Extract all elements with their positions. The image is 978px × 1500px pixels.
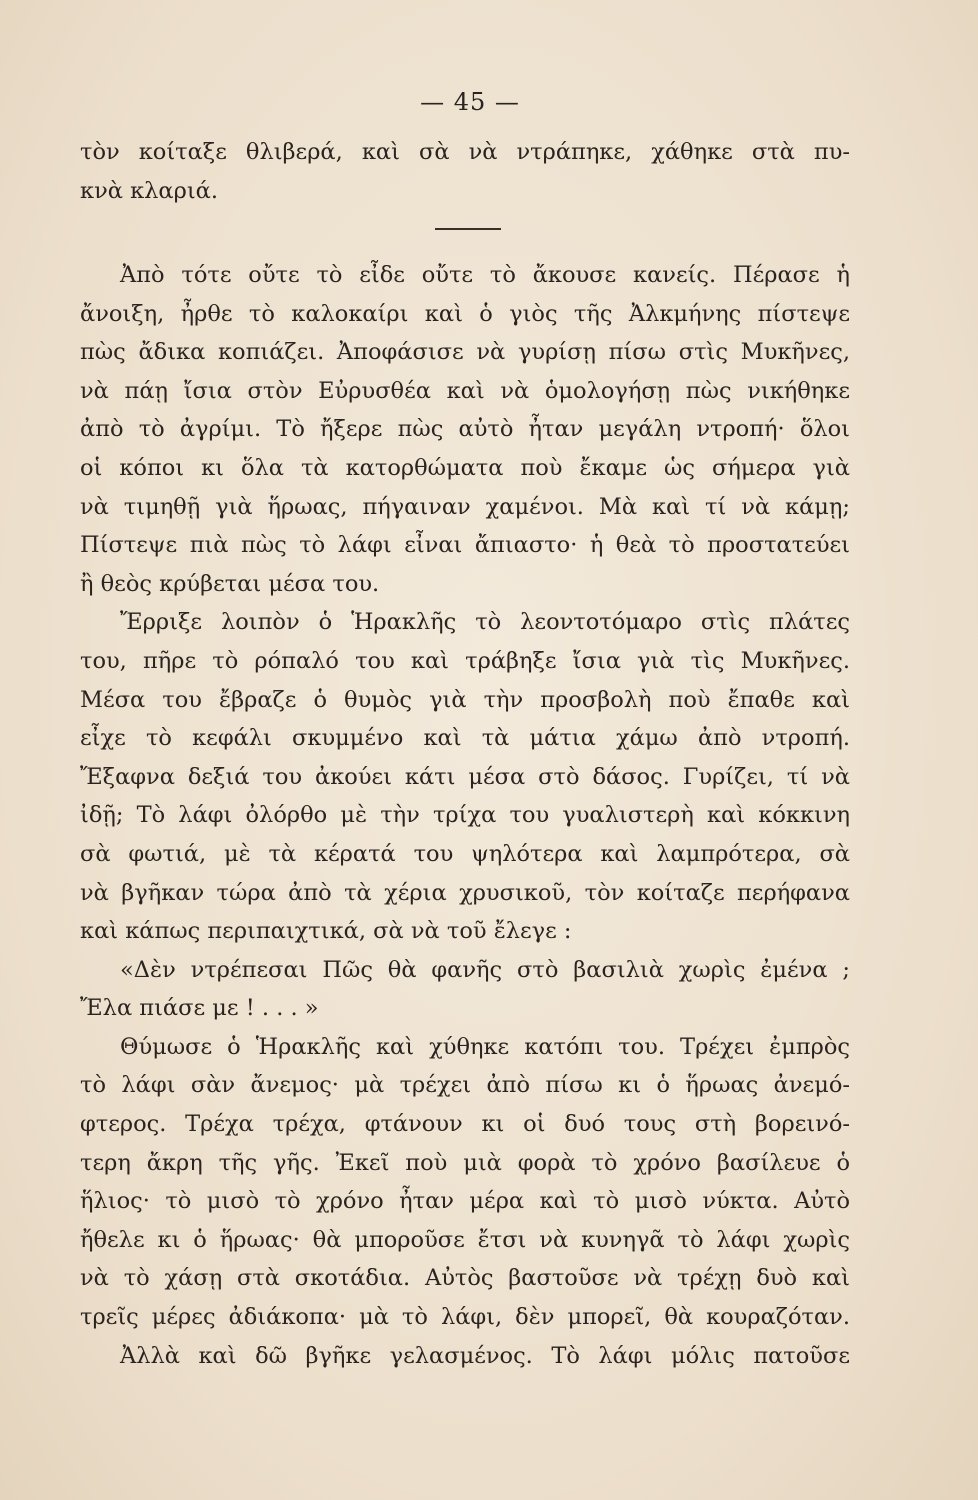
paragraph-continuation [80, 133, 850, 210]
text-line: καὶ κάπως περιπαιχτικά, σὰ νὰ τοῦ ἔλεγε : [80, 918, 572, 945]
text-line: τὸν κοίταξε θλιβερά, καὶ σὰ νὰ ντράπηκε, χάθηκε στὰ πυ- [80, 139, 850, 165]
text-line: κνὰ κλαριά. [80, 177, 218, 204]
text-line: ἤθελε κι ὁ ἥρωας· θὰ μποροῦσε ἔτσι νὰ κυνηγᾶ τὸ λάφι χωρὶς [80, 1226, 850, 1253]
text-line: σὰ φωτιά, μὲ τὰ κέρατά του ψηλότερα καὶ λαμπρότερα, σὰ [80, 840, 850, 867]
text-line: νὰ τιμηθῇ γιὰ ἥρωας, πήγαιναν χαμένοι. Μὰ καὶ τί νὰ κάμῃ; [80, 493, 850, 520]
page-number: — 45 — [420, 88, 520, 116]
text-line: «Δὲν ντρέπεσαι Πῶς θὰ φανῆς στὸ βασιλιὰ χωρὶς ἐμένα ; [120, 956, 850, 983]
text-line: Ἔλα πιάσε με ! . . . » [80, 995, 319, 1022]
text-line: πὼς ἄδικα κοπιάζει. Ἀποφάσισε νὰ γυρίσῃ πίσω στὶς Μυκῆνες, [80, 339, 850, 366]
text-line: ἥλιος· τὸ μισὸ τὸ χρόνο ἦταν μέρα καὶ τὸ μισὸ νύκτα. Αὐτὸ [80, 1188, 850, 1215]
text-line: Ἀπὸ τότε οὔτε τὸ εἶδε οὔτε τὸ ἄκουσε κανείς. Πέρασε ἡ [120, 262, 850, 288]
text-line: νὰ πάῃ ἴσια στὸν Εὐρυσθέα καὶ νὰ ὁμολογήσῃ πὼς νικήθηκε [80, 377, 850, 404]
text-line: του, πῆρε τὸ ρόπαλό του καὶ τράβηξε ἴσια γιὰ τὶς Μυκῆνες. [80, 647, 850, 674]
text-line: τρεῖς μέρες ἀδιάκοπα· μὰ τὸ λάφι, δὲν μπορεῖ, θὰ κουραζόταν. [80, 1304, 850, 1331]
text-line: Ἔξαφνα δεξιά του ἀκούει κάτι μέσα στὸ δάσος. Γυρίζει, τί νὰ [80, 763, 850, 790]
text-line: φτερος. Τρέχα τρέχα, φτάνουν κι οἱ δυό τους στὴ βορεινό- [80, 1111, 850, 1138]
text-line: Ἔρριξε λοιπὸν ὁ Ἡρακλῆς τὸ λεοντοτόμαρο στὶς πλάτες [120, 609, 850, 636]
text-line: τερη ἄκρη τῆς γῆς. Ἐκεῖ ποὺ μιὰ φορὰ τὸ χρόνο βασίλευε ὁ [80, 1149, 850, 1176]
main-text [80, 256, 850, 1375]
text-line: νὰ βγῆκαν τώρα ἀπὸ τὰ χέρια χρυσικοῦ, τὸν κοίταζε περήφανα [80, 879, 850, 906]
text-line: τὸ λάφι σὰν ἄνεμος· μὰ τρέχει ἀπὸ πίσω κι ὁ ἥρωας ἀνεμό- [80, 1072, 850, 1099]
text-line: Μέσα του ἔβραζε ὁ θυμὸς γιὰ τὴν προσβολὴ ποὺ ἔπαθε καὶ [80, 686, 850, 713]
text-line: ἰδῇ; Τὸ λάφι ὀλόρθο μὲ τὴν τρίχα του γυαλιστερὴ καὶ κόκκινη [80, 802, 850, 829]
section-divider [435, 228, 501, 230]
text-line: Πίστεψε πιὰ πὼς τὸ λάφι εἶναι ἄπιαστο· ἡ θεὰ τὸ προστατεύει [80, 532, 850, 559]
text-line: Θύμωσε ὁ Ἡρακλῆς καὶ χύθηκε κατόπι του. Τρέχει ἐμπρὸς [120, 1033, 850, 1060]
text-line: νὰ τὸ χάσῃ στὰ σκοτάδια. Αὐτὸς βαστοῦσε νὰ τρέχῃ δυὸ καὶ [80, 1265, 850, 1292]
text-line: οἱ κόποι κι ὅλα τὰ κατορθώματα ποὺ ἔκαμε ὡς σήμερα γιὰ [80, 454, 850, 481]
text-line: ἀπὸ τὸ ἀγρίμι. Τὸ ἤξερε πὼς αὐτὸ ἦταν μεγάλη ντροπή· ὅλοι [80, 416, 850, 443]
text-line: Ἀλλὰ καὶ δῶ βγῆκε γελασμένος. Τὸ λάφι μόλις πατοῦσε [120, 1342, 850, 1369]
text-line: ἄνοιξη, ἦρθε τὸ καλοκαίρι καὶ ὁ γιὸς τῆς Ἀλκμήνης πίστεψε [80, 300, 850, 327]
text-line: εἶχε τὸ κεφάλι σκυμμένο καὶ τὰ μάτια χάμω ἀπὸ ντροπή. [80, 725, 850, 752]
text-line: ἢ θεὸς κρύβεται μέσα του. [80, 570, 380, 597]
